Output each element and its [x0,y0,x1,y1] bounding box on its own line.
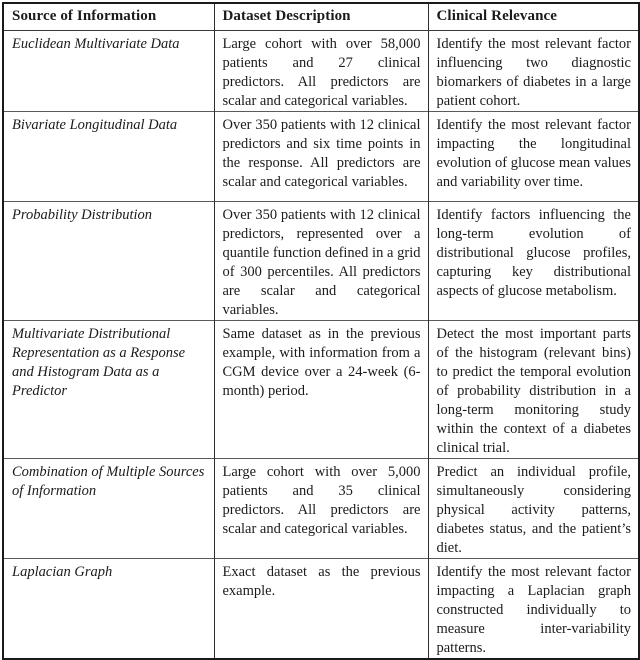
cell-source: Laplacian Graph [3,559,214,660]
clinical-datasets-table [2,2,640,660]
table-row-combination-of-multiple-sources [3,459,639,559]
cell-dataset: Same dataset as in the previous example, with information from a CGM device over a 24-week (6-month) period. [214,321,428,459]
cell-relevance: Identify factors influencing the long-term evolution of distributional glucose profiles, capturing key distributional aspects of glucose metabolism. [428,202,639,321]
header-row [3,3,639,31]
cell-dataset: Over 350 patients with 12 clinical predictors, represented over a quantile function defined in a grid of 300 percentiles. All predictors are scalar and categorical variables. [214,202,428,321]
cell-source: Euclidean Multivariate Data [3,31,214,112]
cell-dataset: Large cohort with over 5,000 patients and 35 clinical predictors. All predictors are scalar and categorical variables. [214,459,428,559]
column-header-dataset-description: Dataset Description [214,3,428,31]
cell-relevance: Identify the most relevant factor impacting the longitudinal evolution of glucose mean values and variability over time. [428,112,639,202]
table-body [3,31,639,660]
cell-source: Combination of Multiple Sources of Information [3,459,214,559]
cell-source: Bivariate Longitudinal Data [3,112,214,202]
table-row-euclidean-multivariate-data [3,31,639,112]
cell-dataset: Large cohort with over 58,000 patients and 27 clinical predictors. All predictors are scalar and categorical variables. [214,31,428,112]
cell-dataset: Over 350 patients with 12 clinical predictors and six time points in the response. All predictors are scalar and categorical variables. [214,112,428,202]
table-header [3,3,639,31]
cell-source: Probability Distribution [3,202,214,321]
table-row-bivariate-longitudinal-data [3,112,639,202]
column-header-source-of-information: Source of Information [3,3,214,31]
cell-dataset: Exact dataset as the previous example. [214,559,428,660]
table-row-laplacian-graph [3,559,639,660]
column-header-clinical-relevance: Clinical Relevance [428,3,639,31]
table-row-probability-distribution [3,202,639,321]
cell-relevance: Detect the most important parts of the histogram (relevant bins) to predict the temporal evolution of probability distribution in a long-term monitoring study within the context of a diabetes clinical trial. [428,321,639,459]
table-row-multivariate-distributional-representation [3,321,639,459]
cell-relevance: Predict an individual profile, simultaneously considering physical activity patterns, diabetes status, and the patient’s diet. [428,459,639,559]
cell-source: Multivariate Distributional Representation as a Response and Histogram Data as a Predictor [3,321,214,459]
cell-relevance: Identify the most relevant factor influencing two diagnostic biomarkers of diabetes in a large patient cohort. [428,31,639,112]
cell-relevance: Identify the most relevant factor impacting a Laplacian graph constructed individually to measure inter-variability patterns. [428,559,639,660]
